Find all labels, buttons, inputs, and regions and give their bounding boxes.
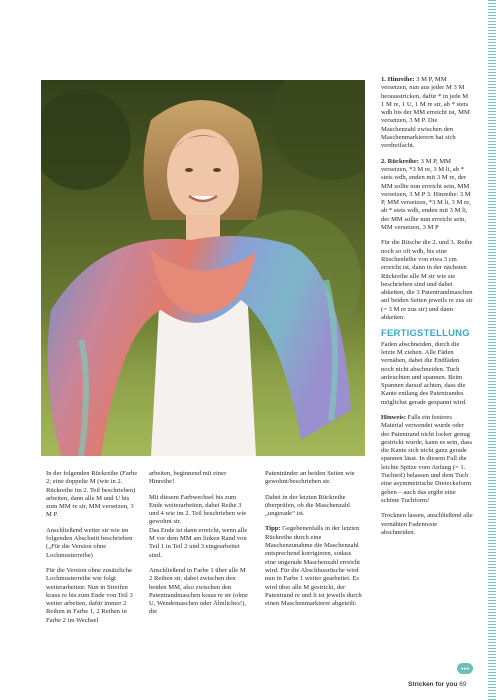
instruction-row-1	[381, 76, 473, 151]
col2-paragraph-3: Das Ende ist dann erreicht, wenn alle M vor dem MM am linken Rand von Teil 1 in Teil 2 und 3 eingearbeitet sind.	[149, 526, 248, 559]
section-heading: FERTIGSTELLUNG	[381, 328, 470, 340]
row-2-label: 2. Rückreihe:	[381, 157, 419, 165]
bottom-column-1	[46, 470, 141, 632]
col3-paragraph-1: Patentränder an beiden Seiten wie gewohnt/beschrieben str.	[265, 470, 355, 486]
bottom-column-2	[149, 470, 249, 624]
ruffle-paragraph: Für die Rüsche die 2. und 3. Reihe noch so oft wdh, bis eine Rüschenhöhe von etwa 3 cm erreicht ist, dann in der nächsten Rückreihe alle M str wie sie beschrieben sind und dabei abketten, die 3 Patentrandmaschen auf beiden Seiten jeweils re zus str (= 3 M re zus str) und dann abketten.	[381, 239, 473, 322]
magazine-title: Stricken for you	[408, 681, 458, 688]
row-1-label: 1. Hinreihe:	[381, 76, 415, 83]
col2-paragraph-4: Anschließend in Farbe 1 über alle M 2 Reihen str, dabei zwischen den beiden MM, also zwischen den Patentrandmaschen kraus re str (ohne U, Wendemaschen oder Ähnliches!), die	[149, 566, 248, 616]
col1-paragraph-2: Anschließend weiter str wie im folgenden Abschnitt beschrieben („Für die Version ohne Lochmusterreihe)	[46, 526, 133, 559]
bottom-column-3	[265, 470, 363, 615]
end-marker-badge: ●●●	[457, 663, 473, 674]
page-footer	[408, 681, 467, 688]
drying-paragraph: Trocknen lassen, anschließend alle vernähten Fadenreste abschneiden.	[381, 512, 473, 536]
page-number: 69	[459, 681, 467, 688]
instruction-row-2	[381, 158, 473, 233]
note-label: Hinweis:	[381, 413, 406, 421]
finishing-paragraph: Faden abschneiden, durch die letzte M ziehen. Alle Fäden vernähen, dabei die Endfäden noch nicht abschneiden. Tuch anfeuchten und spannen. Beim Spannen darauf achten, dass die Kante entlang des Patentrandes möglichst gerade gespannt wird.	[381, 340, 467, 406]
tip-paragraph	[265, 525, 363, 608]
row-1-text: 3 M P, MM versetzen, nun aus jeder M 3 M herausstricken, dafür * in jede M 1 M re, 1 U, 1 M re str, ab * stets wdh bis der MM erreicht ist, MM versetzen, 3 M P. Die Maschenzahl zwischen den Maschenmarkierern hat sich verdreifacht.	[381, 76, 470, 150]
page-edge-stripes	[488, 0, 496, 700]
photo-illustration	[41, 80, 365, 456]
row-2-text: 3 M P, MM versetzen, *3 M re, 3 M li, ab * stets wdh, enden mit 3 M re, der MM sollte nun erreicht sein, MM versetzen, 3 M P 3. Hinreihe: 3 M P, MM versetzen, *3 M li, 3 M re, ab * stets wdh, enden mit 3 M li, der MM sollte nun erreicht sein, MM versetzen, 3 M P	[381, 157, 471, 232]
hero-photo	[41, 80, 365, 456]
note-paragraph	[381, 414, 473, 505]
tip-text: Gegebenenfalls in der letzten Rückreihe durch eine Maschenzunahme die Maschenzahl entsprechend korrigieren, sodass eine ungerade Maschenzahl erreicht wird. Für die Abschlussrüsche wird nun in Farbe 1 weiter gearbeitet. Es wird über alle M gestrickt, der Patentrand re und li ist jeweils durch einen Maschenmarkierer abgeteilt:	[265, 525, 362, 608]
col1-paragraph-1: In der folgenden Rückreihe (Farbe 2; eine doppelte M (wie in 2. Rückreihe im 2. Teil beschrieben) arbeiten, dann alle M und U bis zum MM re str, MM versetzen, 3 M P.	[46, 470, 138, 519]
col2-paragraph-1: arbeiten, beginnend mit einer Hinreihe!	[149, 470, 227, 486]
note-text: Falls ein festeres Material verwendet wurde oder der Patentrand nicht locker genug gestrickt wurde, kann es sein, dass die Kante sich nicht ganz gerade spannen lässt. In diesem Fall die leichte Spitze vom Anfang (= 1. Tuchteil) belassen und dem Tuch eine asymmetrische Dreiecksform geben – auch das ergibt eine schöne Tuchform!	[381, 413, 473, 504]
col2-paragraph-2: Mit diesem Farbwechsel bis zum Ende weiterarbeiten, dabei Reihe 3 und 4 wie im 2. Teil beschrieben wie gewohnt str.	[149, 493, 247, 526]
right-column	[381, 76, 473, 544]
col3-paragraph-2: Dabei in der letzten Rückreihe überprüfen, ob die Maschenzahl „ungerade“ ist.	[265, 493, 350, 518]
tip-label: Tipp:	[265, 525, 281, 533]
col1-paragraph-3: Für die Version ohne zusätzliche Lochmusterreihe wie folgt weiterarbeiten: Nun in Streifen kraus re bis zum Ende von Teil 3 weiter arbeiten, dafür immer 2 Reihen in Farbe 1, 2 Reihen in Farbe 2 im Wechsel	[46, 566, 133, 624]
